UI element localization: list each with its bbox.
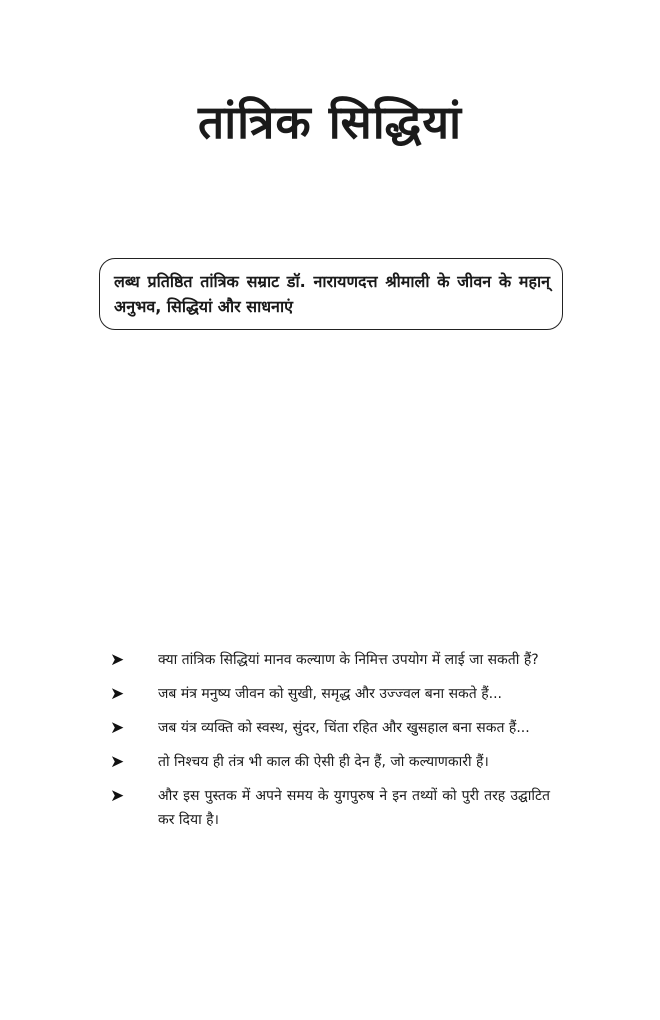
bullet-text: क्या तांत्रिक सिद्धियां मानव कल्याण के निमित्त उपयोग में लाई जा सकती हैं? — [158, 652, 539, 668]
bullet-text: जब मंत्र मनुष्य जीवन को सुखी, समृद्ध और उज्ज्वल बना सकते हैं... — [158, 686, 503, 702]
list-item — [110, 682, 550, 706]
list-item — [110, 716, 550, 740]
list-item — [110, 750, 550, 774]
subtitle-box: लब्ध प्रतिष्ठित तांत्रिक सम्राट डॉ. नारायणदत्त श्रीमाली के जीवन के महान् अनुभव, सिद्धियां और साधनाएं — [99, 258, 563, 330]
page-title: तांत्रिक सिद्धियां — [197, 95, 463, 149]
bullet-text: और इस पुस्तक में अपने समय के युगपुरुष ने इन तथ्यों को पुरी तरह उद्घाटित कर दिया है। — [158, 788, 550, 828]
arrowhead-icon: ➤ — [110, 718, 125, 738]
arrowhead-icon: ➤ — [110, 684, 125, 704]
arrowhead-icon: ➤ — [110, 752, 125, 772]
list-item — [110, 784, 550, 832]
arrowhead-icon: ➤ — [110, 650, 125, 670]
bullet-text: जब यंत्र व्यक्ति को स्वस्थ, सुंदर, चिंता रहित और खुसहाल बना सकत हैं... — [158, 720, 530, 736]
bullet-list — [110, 648, 550, 842]
bullet-text: तो निश्चय ही तंत्र भी काल की ऐसी ही देन हैं, जो कल्याणकारी हैं। — [158, 754, 489, 770]
arrowhead-icon: ➤ — [110, 786, 125, 806]
list-item — [110, 648, 550, 672]
